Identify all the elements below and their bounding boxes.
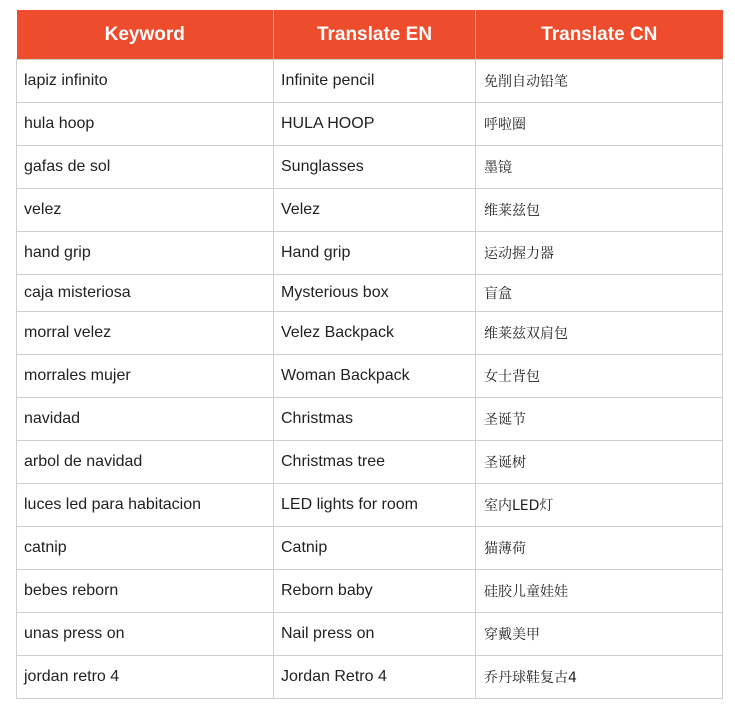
table-row [17,232,723,275]
cell-cn: 猫薄荷 [476,527,723,570]
cell-keyword: unas press on [17,613,274,656]
cell-keyword: morrales mujer [17,355,274,398]
cell-en: Jordan Retro 4 [274,656,476,699]
cell-en: Reborn baby [274,570,476,613]
cell-cn: 盲盒 [476,275,723,312]
keyword-table-container [16,10,722,699]
table-row [17,103,723,146]
cell-cn: 墨镜 [476,146,723,189]
cell-en: Velez [274,189,476,232]
table-row [17,275,723,312]
cell-keyword: hand grip [17,232,274,275]
cell-keyword: luces led para habitacion [17,484,274,527]
cell-en: Catnip [274,527,476,570]
cell-en: Christmas tree [274,441,476,484]
header-translate-cn: Translate CN [476,10,723,60]
cell-en: Mysterious box [274,275,476,312]
cell-cn: 呼啦圈 [476,103,723,146]
cell-en: Nail press on [274,613,476,656]
table-row [17,570,723,613]
cell-cn: 乔丹球鞋复古4 [476,656,723,699]
cell-keyword: velez [17,189,274,232]
cell-en: HULA HOOP [274,103,476,146]
cell-cn: 女士背包 [476,355,723,398]
cell-keyword: jordan retro 4 [17,656,274,699]
cell-cn: 硅胶儿童娃娃 [476,570,723,613]
cell-keyword: navidad [17,398,274,441]
table-row [17,656,723,699]
cell-en: Velez Backpack [274,312,476,355]
cell-keyword: caja misteriosa [17,275,274,312]
cell-cn: 圣诞节 [476,398,723,441]
header-keyword: Keyword [17,10,274,60]
table-body [17,60,723,699]
cell-cn: 穿戴美甲 [476,613,723,656]
cell-cn: 运动握力器 [476,232,723,275]
header-row [17,10,723,60]
table-row [17,355,723,398]
cell-cn: 室内LED灯 [476,484,723,527]
cell-en: Woman Backpack [274,355,476,398]
cell-keyword: gafas de sol [17,146,274,189]
cell-keyword: arbol de navidad [17,441,274,484]
table-row [17,398,723,441]
cell-cn: 维莱兹双肩包 [476,312,723,355]
table-row [17,613,723,656]
table-header [17,10,723,60]
cell-cn: 免削自动铅笔 [476,60,723,103]
cell-en: Christmas [274,398,476,441]
cell-keyword: bebes reborn [17,570,274,613]
cell-en: Sunglasses [274,146,476,189]
cell-en: LED lights for room [274,484,476,527]
header-translate-en: Translate EN [274,10,476,60]
cell-keyword: hula hoop [17,103,274,146]
table-row [17,146,723,189]
table-row [17,527,723,570]
keyword-translation-table [16,10,723,699]
cell-cn: 圣诞树 [476,441,723,484]
table-row [17,189,723,232]
cell-cn: 维莱兹包 [476,189,723,232]
table-row [17,441,723,484]
cell-keyword: catnip [17,527,274,570]
cell-en: Hand grip [274,232,476,275]
cell-keyword: lapiz infinito [17,60,274,103]
table-row [17,312,723,355]
table-row [17,60,723,103]
table-row [17,484,723,527]
cell-keyword: morral velez [17,312,274,355]
cell-en: Infinite pencil [274,60,476,103]
